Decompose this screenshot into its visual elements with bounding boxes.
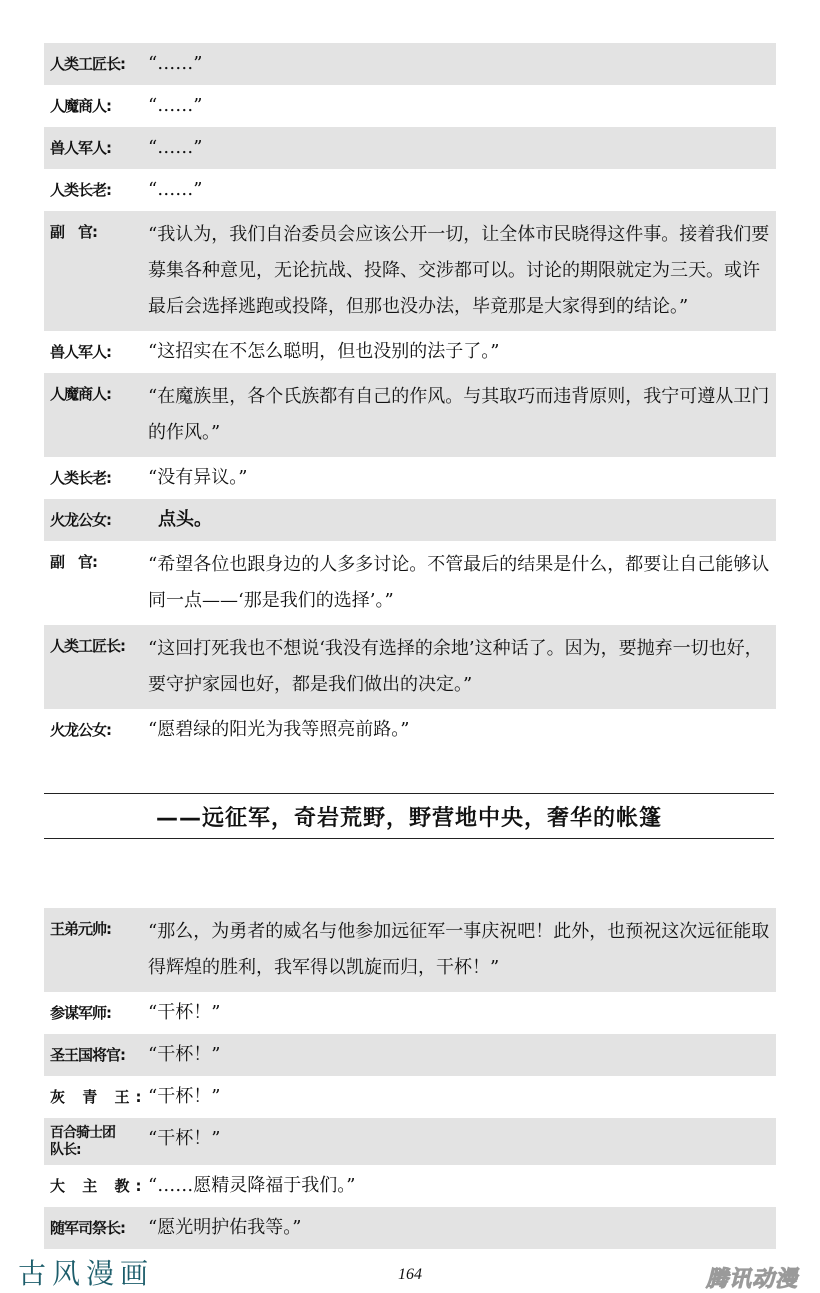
speech-text: “那么，为勇者的威名与他参加远征军一事庆祝吧！此外，也预祝这次远征能取得辉煌的胜利，我军得以凯旋而归，干杯！” — [148, 921, 770, 978]
speech-text: “……愿精灵降福于我们。” — [148, 1175, 356, 1196]
speaker-name: 人类工匠长: — [50, 55, 125, 73]
speech-text: “这招实在不怎么聪明，但也没别的法子了。” — [148, 341, 500, 362]
speaker-name: 人类长老: — [50, 181, 111, 199]
speaker-name — [44, 1124, 148, 1159]
speaker-name: 火龙公女: — [50, 511, 111, 529]
dialogue-line — [44, 211, 776, 331]
dialogue-line — [44, 373, 776, 457]
speech-text: “干杯！” — [148, 1128, 221, 1149]
dialogue-line — [44, 457, 776, 499]
dialogue-line — [44, 1165, 776, 1207]
page-number: 164 — [398, 1266, 422, 1283]
speaker-name: 副 官: — [50, 553, 97, 571]
speaker-name-line: 队长: — [50, 1142, 81, 1158]
speaker-name: 灰 青 王: — [50, 1088, 148, 1106]
dialogue-line — [44, 85, 776, 127]
dialogue-line — [44, 709, 776, 751]
speech-text: “愿光明护佑我等。” — [148, 1217, 302, 1238]
speaker-name: 大 主 教: — [50, 1177, 148, 1195]
speech-text: “干杯！” — [148, 1086, 221, 1107]
speaker-name: 人类工匠长: — [50, 637, 125, 655]
speaker-name: 副 官: — [50, 223, 97, 241]
dialogue-line — [44, 127, 776, 169]
dialogue-line — [44, 43, 776, 85]
dialogue-line — [44, 908, 776, 992]
speech-text: “愿碧绿的阳光为我等照亮前路。” — [148, 719, 410, 740]
dialogue-line — [44, 499, 776, 541]
dialogue-section-top — [44, 43, 776, 751]
speech-text: “干杯！” — [148, 1002, 221, 1023]
stage-direction: 点头。 — [158, 509, 212, 530]
dialogue-line — [44, 1207, 776, 1249]
logo-tencent-comics: 腾讯动漫 — [705, 1267, 798, 1292]
dialogue-section-bottom — [44, 908, 776, 1249]
speech-text: “……” — [148, 95, 203, 116]
speaker-name: 人魔商人: — [50, 97, 111, 115]
dialogue-line — [44, 1076, 776, 1118]
dialogue-line — [44, 541, 776, 625]
speech-text: “……” — [148, 53, 203, 74]
speech-text: “……” — [148, 137, 203, 158]
logo-gufeng-manhua: 古风漫画 — [18, 1257, 155, 1290]
speaker-name-line: 百合骑士团 — [50, 1125, 115, 1141]
dialogue-line — [44, 1034, 776, 1076]
speaker-name: 随军司祭长: — [50, 1219, 125, 1237]
speaker-name: 王弟元帅: — [50, 920, 111, 938]
dialogue-line — [44, 169, 776, 211]
dialogue-line — [44, 1118, 776, 1165]
speech-text: “……” — [148, 179, 203, 200]
speech-text: “没有异议。” — [148, 467, 248, 488]
speaker-name: 参谋军师: — [50, 1004, 111, 1022]
speaker-name: 兽人军人: — [50, 343, 111, 361]
speaker-name: 火龙公女: — [50, 721, 111, 739]
dialogue-line — [44, 625, 776, 709]
speech-text: “在魔族里，各个氏族都有自己的作风。与其取巧而违背原则，我宁可遵从卫门的作风。” — [148, 386, 770, 443]
speech-text: “这回打死我也不想说‘我没有选择的余地’这种话了。因为，要抛弃一切也好，要守护家园也好，都是我们做出的决定。” — [148, 638, 763, 695]
scene-heading: ——远征军，奇岩荒野，野营地中央，奢华的帐篷 — [44, 793, 774, 839]
speech-text: “我认为，我们自治委员会应该公开一切，让全体市民晓得这件事。接着我们要募集各种意见，无论抗战、投降、交涉都可以。讨论的期限就定为三天。或许最后会选择逃跑或投降，但那也没办法，毕竟那是大家得到的结论。” — [148, 224, 770, 317]
speaker-name: 人类长老: — [50, 469, 111, 487]
speech-text: “希望各位也跟身边的人多多讨论。不管最后的结果是什么，都要让自己能够认同一点——‘那是我们的选择’。” — [148, 554, 770, 611]
speech-text: “干杯！” — [148, 1044, 221, 1065]
dialogue-line — [44, 992, 776, 1034]
speaker-name: 人魔商人: — [50, 385, 111, 403]
speaker-name: 兽人军人: — [50, 139, 111, 157]
speaker-name: 圣王国将官: — [50, 1046, 125, 1064]
dialogue-line — [44, 331, 776, 373]
